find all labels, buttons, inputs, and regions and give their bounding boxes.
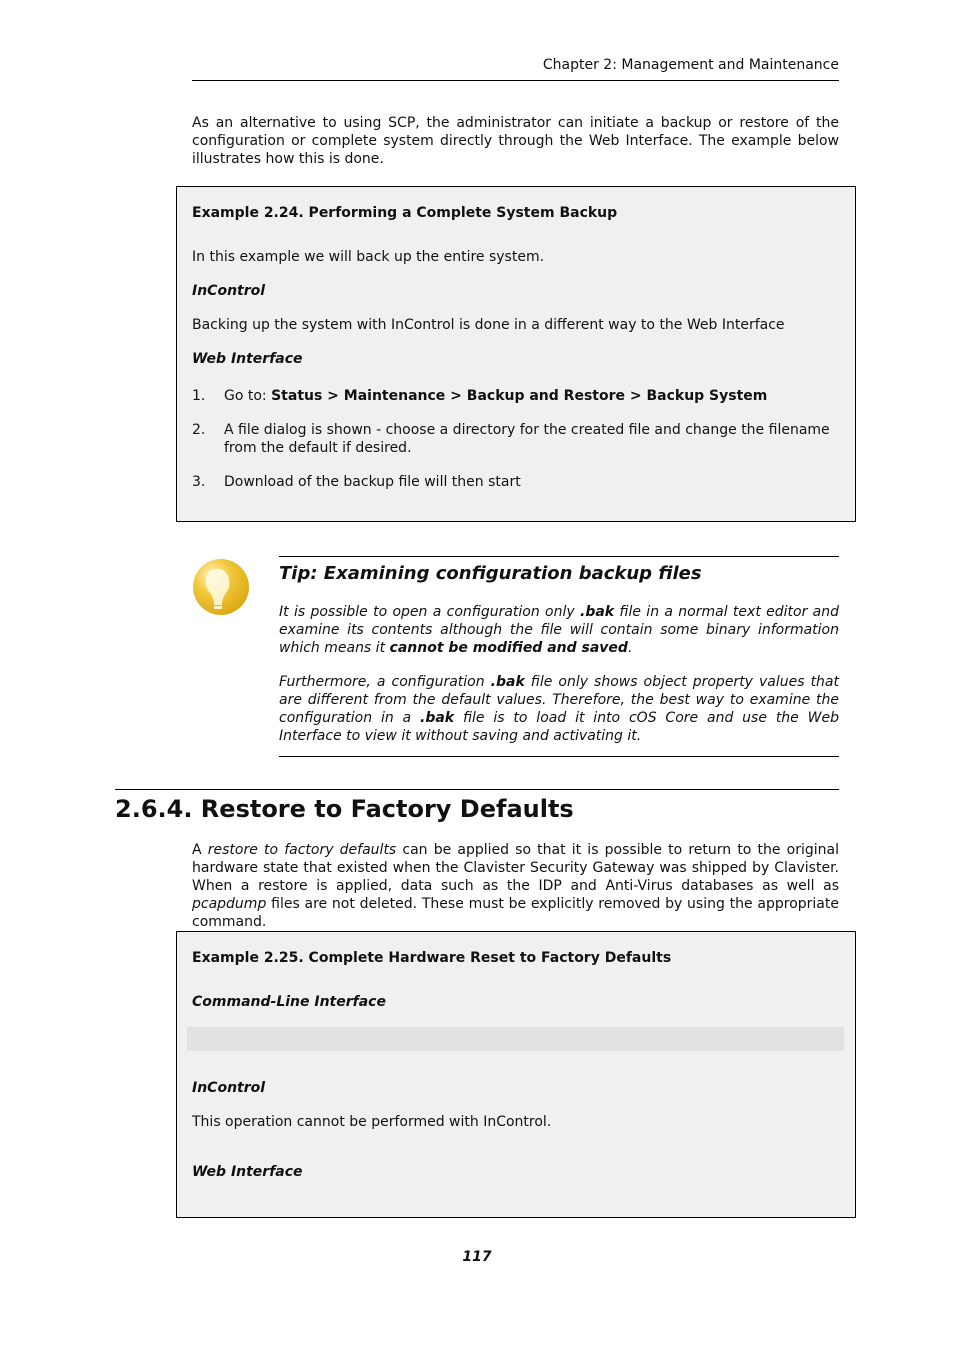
step-text: A file dialog is shown - choose a directory for the created file and change the filename from the default if desired. <box>224 422 830 456</box>
incontrol-text: Backing up the system with InControl is done in a different way to the Web Interface <box>192 317 785 333</box>
page-number: 117 <box>462 1249 492 1265</box>
incontrol-heading: InControl <box>192 283 266 299</box>
step-text: Go to: Status > Maintenance > Backup and Restore > Backup System <box>224 388 768 404</box>
step-item <box>192 473 840 491</box>
step-number: 1. <box>192 388 206 404</box>
example-box-factory-reset <box>176 931 856 1218</box>
intro-paragraph: As an alternative to using SCP, the administrator can initiate a backup or restore of the configuration or complete system directly through the Web Interface. The example below illustrates how this is done. <box>192 115 839 167</box>
cli-code-block <box>187 1027 844 1051</box>
menu-path: Status > Maintenance > Backup and Restore > Backup System <box>271 388 768 404</box>
tip-paragraph-1: It is possible to open a configuration only .bak file in a normal text editor and examine its contents although the file will contain some binary information which means it cannot be modified and saved. <box>279 604 839 656</box>
running-header: Chapter 2: Management and Maintenance <box>542 57 839 73</box>
section-rule <box>115 789 839 790</box>
example-description: In this example we will back up the entire system. <box>192 249 545 265</box>
tip-paragraph-2: Furthermore, a configuration .bak file only shows object property values that are different from the default values. Therefore, the best way to examine the configuration in a .bak file is to load it into cOS Core and use the Web Interface to view it without saving and activating it. <box>279 674 839 744</box>
example-title: Example 2.25. Complete Hardware Reset to Factory Defaults <box>192 950 672 966</box>
example-title: Example 2.24. Performing a Complete System Backup <box>192 205 618 221</box>
example-box-backup <box>176 186 856 522</box>
header-rule <box>192 80 839 81</box>
cli-heading: Command-Line Interface <box>192 994 386 1010</box>
step-number: 2. <box>192 422 206 438</box>
tip-top-rule <box>279 556 839 557</box>
tip-title: Tip: Examining configuration backup files <box>279 563 702 584</box>
incontrol-heading: InControl <box>192 1080 266 1096</box>
web-interface-heading: Web Interface <box>192 351 303 367</box>
step-text: Download of the backup file will then start <box>224 474 521 490</box>
step-number: 3. <box>192 474 206 490</box>
lightbulb-icon <box>192 557 252 619</box>
section-heading: 2.6.4. Restore to Factory Defaults <box>115 795 574 823</box>
incontrol-text: This operation cannot be performed with InControl. <box>192 1114 552 1130</box>
web-interface-heading: Web Interface <box>192 1164 303 1180</box>
step-item <box>192 387 840 405</box>
section-paragraph: A restore to factory defaults can be applied so that it is possible to return to the original hardware state that existed when the Clavister Security Gateway was shipped by Clavister. When a restore is applied, data such as the IDP and Anti-Virus databases as well as pcapdump files are not deleted. These must be explicitly removed by using the appropriate command. <box>192 842 839 930</box>
tip-bottom-rule <box>279 756 839 757</box>
step-item <box>192 421 840 457</box>
